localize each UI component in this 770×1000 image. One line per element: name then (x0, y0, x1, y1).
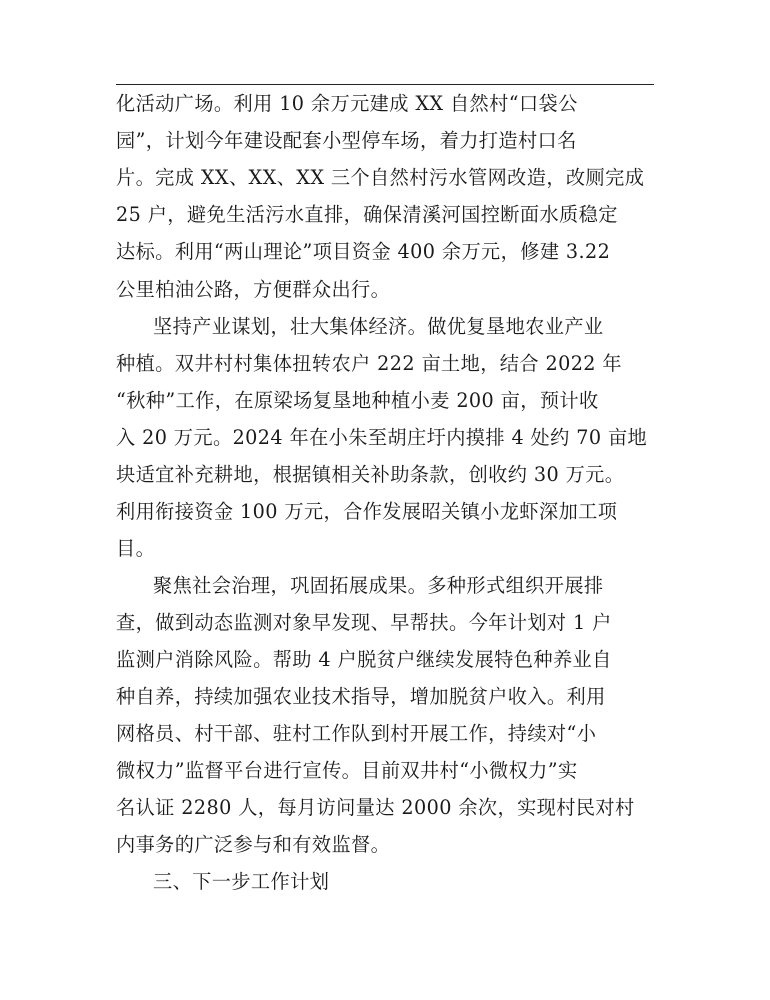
section-heading: 三、下一步工作计划 (153, 870, 330, 893)
text-line: 入 20 万元。2024 年在小朱至胡庄圩内摸排 4 处约 70 亩地 (116, 426, 648, 449)
text-line: 公里柏油公路，方便群众出行。 (116, 278, 391, 301)
text-line: 块适宜补充耕地，根据镇相关补助条款，创收约 30 万元。 (116, 463, 625, 486)
text-line: 查，做到动态监测对象早发现、早帮扶。今年计划对 1 户 (116, 611, 612, 634)
text-line: 监测户消除风险。帮助 4 户脱贫户继续发展特色种养业自 (116, 648, 612, 671)
text-line: “秋种”工作，在原梁场复垦地种植小麦 200 亩，预计收 (116, 389, 599, 412)
text-line: 化活动广场。利用 10 余万元建成 XX 自然村“口袋公 (116, 92, 578, 115)
text-line: 片。完成 XX、XX、XX 三个自然村污水管网改造，改厕完成 (116, 166, 645, 189)
text-line: 名认证 2280 人，每月访问量达 2000 余次，实现村民对村 (116, 796, 635, 819)
text-line: 种植。双井村村集体扭转农户 222 亩土地，结合 2022 年 (116, 352, 622, 375)
text-line: 25 户，避免生活污水直排，确保清溪河国控断面水质稳定 (116, 203, 618, 226)
header-rule (116, 84, 654, 85)
paragraph-first-line: 坚持产业谋划，壮大集体经济。做优复垦地农业产业 (153, 315, 604, 338)
paragraph-first-line: 聚焦社会治理，巩固拓展成果。多种形式组织开展排 (153, 574, 604, 597)
text-line: 微权力”监督平台进行宣传。目前双井村“小微权力”实 (116, 759, 578, 782)
text-line: 种自养，持续加强农业技术指导，增加脱贫户收入。利用 (116, 685, 606, 708)
text-line: 园”，计划今年建设配套小型停车场，着力打造村口名 (116, 129, 577, 152)
text-line: 网格员、村干部、驻村工作队到村开展工作，持续对“小 (116, 722, 597, 745)
text-line: 达标。利用“两山理论”项目资金 400 余万元，修建 3.22 (116, 240, 611, 263)
text-line: 利用衔接资金 100 万元，合作发展昭关镇小龙虾深加工项 (116, 500, 618, 523)
text-line: 目。 (116, 537, 156, 560)
text-line: 内事务的广泛参与和有效监督。 (116, 833, 391, 856)
